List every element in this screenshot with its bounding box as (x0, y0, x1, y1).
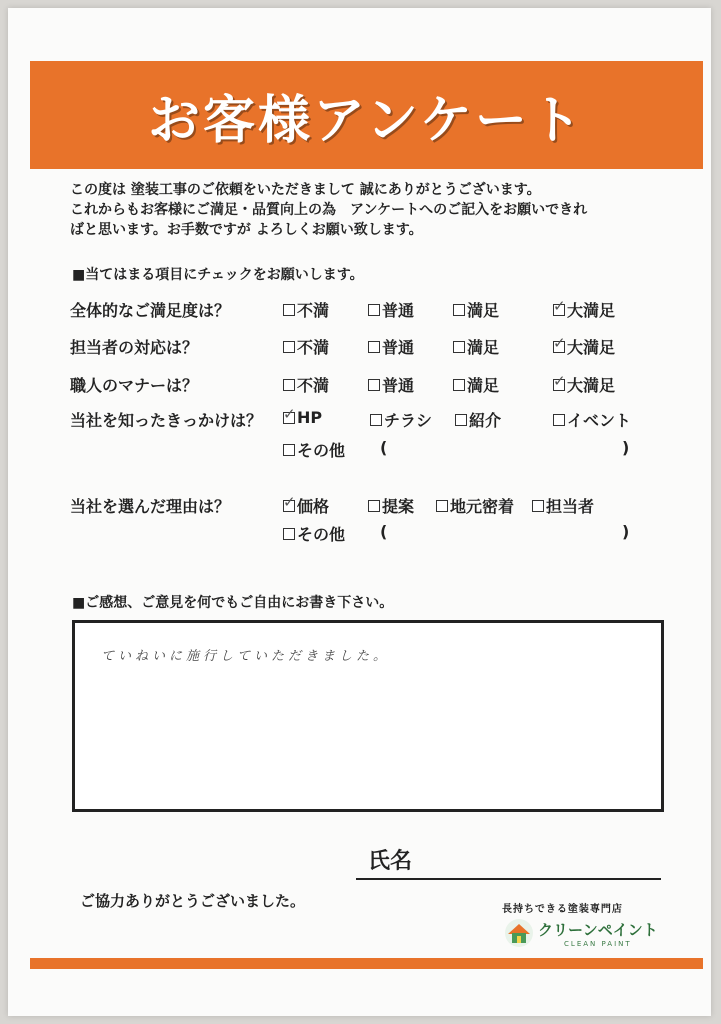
option-q3-2[interactable]: 普通 (368, 373, 414, 396)
checkbox-checked[interactable] (553, 341, 565, 353)
option-q3-1[interactable]: 不満 (283, 373, 329, 396)
page-title: お客様アンケート (148, 90, 585, 151)
comment-box[interactable] (72, 620, 664, 812)
checkbox-checked[interactable] (283, 412, 295, 424)
option-q5-5[interactable]: その他 (283, 522, 345, 545)
option-q2-1[interactable]: 不満 (283, 335, 329, 358)
checkbox[interactable] (436, 500, 448, 512)
checkbox[interactable] (368, 304, 380, 316)
option-q2-2[interactable]: 普通 (368, 335, 414, 358)
survey-sheet (8, 8, 711, 1016)
option-q4-3[interactable]: 紹介 (455, 408, 501, 431)
name-field-line[interactable] (356, 878, 661, 880)
question-overall: 全体的なご満足度は？ (70, 301, 231, 320)
checkbox[interactable] (553, 414, 565, 426)
paren-close: ) (622, 438, 630, 457)
footer-bar (30, 958, 703, 969)
option-q3-3[interactable]: 満足 (453, 373, 499, 396)
checkbox[interactable] (453, 341, 465, 353)
checkbox[interactable] (453, 304, 465, 316)
option-q4-4[interactable]: イベント (553, 408, 631, 431)
checkbox-checked[interactable] (283, 500, 295, 512)
question-source: 当社を知ったきっかけは？ (70, 411, 263, 430)
house-brush-icon (504, 918, 534, 948)
checkbox-checked[interactable] (553, 304, 565, 316)
intro-line: ばと思います。お手数ですが よろしくお願い致します。 (70, 222, 423, 238)
checkbox[interactable] (455, 414, 467, 426)
question-reason: 当社を選んだ理由は？ (70, 497, 231, 516)
checkbox[interactable] (532, 500, 544, 512)
section-heading-check: ■当てはまる項目にチェックをお願いします。 (72, 267, 364, 283)
handwritten-comment: ていねいに施行していただきました。 (101, 649, 391, 664)
section-heading-comments: ■ご感想、ご意見を何でもご自由にお書き下さい。 (72, 595, 394, 611)
checkbox[interactable] (283, 379, 295, 391)
paren-open: ( (380, 438, 388, 457)
paren-open: ( (380, 522, 388, 541)
company-name: クリーンペイント (538, 920, 658, 939)
option-q4-1[interactable]: ✓ HP (283, 408, 322, 427)
option-q5-1[interactable]: ✓ 価格 (283, 494, 329, 517)
title-banner (30, 61, 703, 169)
option-q1-3[interactable]: 満足 (453, 298, 499, 321)
checkbox[interactable] (453, 379, 465, 391)
option-q5-3[interactable]: 地元密着 (436, 494, 514, 517)
option-q4-5[interactable]: その他 (283, 438, 345, 461)
thanks-text: ご協力ありがとうございました。 (80, 892, 306, 910)
question-staff: 担当者の対応は？ (70, 338, 199, 357)
option-q4-2[interactable]: チラシ (370, 408, 432, 431)
question-manners: 職人のマナーは？ (70, 376, 199, 395)
checkbox[interactable] (368, 341, 380, 353)
option-q2-3[interactable]: 満足 (453, 335, 499, 358)
option-q5-2[interactable]: 提案 (368, 494, 414, 517)
option-q5-4[interactable]: 担当者 (532, 494, 594, 517)
company-name-en: CLEAN PAINT (564, 939, 632, 948)
checkbox[interactable] (368, 379, 380, 391)
intro-text (70, 180, 700, 240)
option-q3-4[interactable]: ✓ 大満足 (553, 373, 615, 396)
option-q2-4[interactable]: ✓ 大満足 (553, 335, 615, 358)
paren-close: ) (622, 522, 630, 541)
option-q1-1[interactable]: 不満 (283, 298, 329, 321)
checkbox[interactable] (283, 341, 295, 353)
option-q1-2[interactable]: 普通 (368, 298, 414, 321)
checkbox[interactable] (283, 304, 295, 316)
checkbox[interactable] (283, 444, 295, 456)
checkbox[interactable] (283, 528, 295, 540)
option-q1-4[interactable]: ✓ 大満足 (553, 298, 615, 321)
name-label: 氏名 (368, 849, 413, 874)
checkbox[interactable] (370, 414, 382, 426)
company-tagline: 長持ちできる塗装専門店 (502, 904, 623, 915)
company-logo (504, 918, 658, 948)
intro-line: この度は 塗装工事のご依頼をいただきまして 誠にありがとうございます。 (70, 182, 541, 198)
checkbox[interactable] (368, 500, 380, 512)
checkbox-checked[interactable] (553, 379, 565, 391)
intro-line: これからもお客様にご満足・品質向上の為 アンケートへのご記入をお願いできれ (70, 202, 588, 218)
